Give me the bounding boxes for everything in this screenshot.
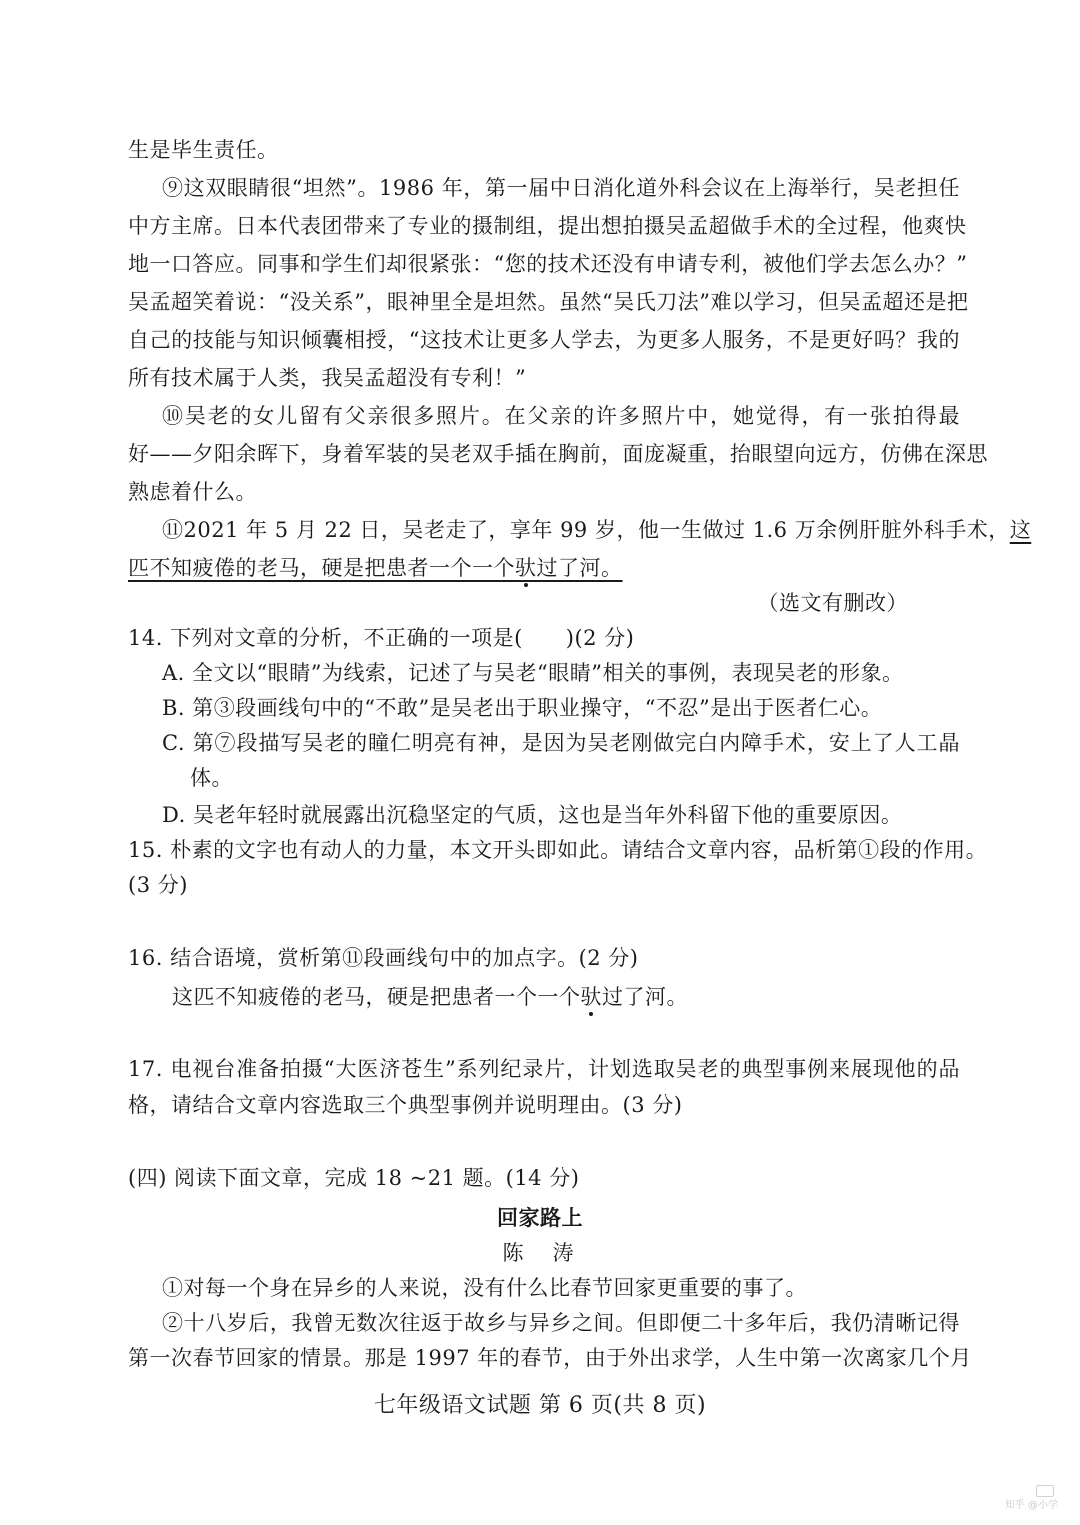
passage-line: 好——夕阳余晖下，身着军装的吴老双手插在胸前，面庞凝重，抬眼望向远方，仿佛在深思: [128, 442, 988, 466]
q14-option-c: C. 第⑦段描写吴老的瞳仁明亮有神，是因为吴老刚做完白内障手术，安上了人工晶: [162, 731, 960, 755]
underlined-text: 过了河。: [536, 556, 623, 580]
q14-option-c-cont: 体。: [190, 766, 233, 790]
q14-option-a: A. 全文以“眼睛”为线索，记述了与吴老“眼睛”相关的事例，表现吴老的形象。: [162, 661, 904, 685]
q14-option-d: D. 吴老年轻时就展露出沉稳坚定的气质，这也是当年外科留下他的重要原因。: [162, 803, 903, 827]
dotted-character: 驮: [580, 985, 602, 1009]
passage-line: ⑩吴老的女儿留有父亲很多照片。在父亲的许多照片中，她觉得，有一张拍得最: [162, 404, 960, 428]
question-14-stem: 14. 下列对文章的分析，不正确的一项是( )(2 分): [128, 626, 635, 650]
question-16-quote: [172, 982, 1004, 1012]
question-17: 17. 电视台准备拍摄“大医济苍生”系列纪录片，计划选取吴老的典型事例来展现他的品: [128, 1057, 960, 1081]
passage-line: 吴孟超笑着说：“没关系”，眼神里全是坦然。虽然“吴氏刀法”难以学习，但吴孟超还是把: [128, 290, 969, 314]
quote-text: 过了河。: [602, 985, 688, 1009]
passage-line: 生是毕生责任。: [128, 138, 279, 162]
source-note: （选文有删改）: [757, 591, 908, 615]
quote-text: 这匹不知疲倦的老马，硬是把患者一个一个: [172, 985, 581, 1009]
passage-line: 地一口答应。同事和学生们却很紧张：“您的技术还没有申请专利，被他们学去怎么办？”: [128, 252, 968, 276]
q14-option-b: B. 第③段画线句中的“不敢”是吴老出于职业操守，“不忍”是出于医者仁心。: [162, 696, 883, 720]
dotted-character: 驮: [515, 556, 537, 580]
article-author: 陈 涛: [502, 1241, 578, 1265]
underlined-sentence: [128, 556, 623, 580]
underlined-text: 匹不知疲倦的老马，硬是把患者一个一个: [128, 556, 515, 580]
underlined-sentence: 这: [1009, 518, 1032, 542]
passage-line-underlined: [128, 553, 960, 583]
passage-line: 中方主席。日本代表团带来了专业的摄制组，提出想拍摄吴孟超做手术的全过程，他爽快: [128, 214, 967, 238]
article-title: 回家路上: [497, 1206, 583, 1230]
article-paragraph: ①对每一个身在异乡的人来说，没有什么比春节回家更重要的事了。: [162, 1276, 807, 1300]
passage-line: 自己的技能与知识倾囊相授，“这技术让更多人学去，为更多人服务，不是更好吗？我的: [128, 328, 960, 352]
question-16-stem: 16. 结合语境，赏析第⑪段画线句中的加点字。(2 分): [128, 946, 639, 970]
passage-line: ⑨这双眼睛很“坦然”。1986 年，第一届中日消化道外科会议在上海举行，吴老担任: [162, 176, 960, 200]
passage-line: 所有技术属于人类，我吴孟超没有专利！”: [128, 366, 527, 390]
section-heading: (四) 阅读下面文章，完成 18 ~21 题。(14 分): [128, 1166, 580, 1190]
passage-text: ⑪2021 年 5 月 22 日，吴老走了，享年 99 岁，他一生做过 1.6 万余例肝脏外科手术，: [162, 518, 1010, 542]
page-footer: 七年级语文试题 第 6 页(共 8 页): [373, 1393, 707, 1418]
passage-line: 熟虑着什么。: [128, 480, 257, 504]
article-paragraph: ②十八岁后，我曾无数次往返于故乡与异乡之间。但即便二十多年后，我仍清晰记得: [162, 1311, 960, 1335]
passage-line-underlined: [162, 515, 1032, 545]
watermark: 知乎 @小学: [1004, 1500, 1058, 1511]
question-15: 15. 朴素的文字也有动人的力量，本文开头即如此。请结合文章内容，品析第①段的作用。: [128, 838, 988, 862]
question-15-score: (3 分): [128, 873, 188, 897]
question-17-cont: 格，请结合文章内容选取三个典型事例并说明理由。(3 分): [128, 1093, 683, 1117]
article-paragraph: 第一次春节回家的情景。那是 1997 年的春节，由于外出求学，人生中第一次离家几个月: [128, 1346, 972, 1370]
